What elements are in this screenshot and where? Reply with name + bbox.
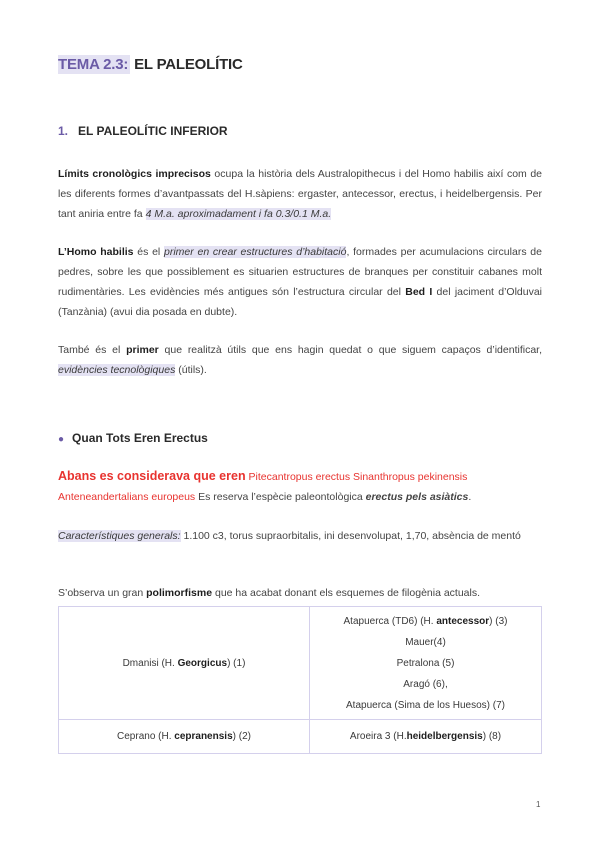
- paragraph-tools: [58, 340, 542, 380]
- table-cell: Aroeira 3 (H.heidelbergensis) (8): [310, 720, 542, 754]
- bold-italic-term: erectus pels asiàtics: [365, 491, 469, 503]
- paragraph-erectus: [58, 466, 542, 507]
- highlighted-text: 4 M.a. aproximadament i fa 0.3/0.1 M.a.: [145, 208, 332, 220]
- bold-term: Bed I: [405, 286, 433, 298]
- paragraph-text: ocupa la història dels Australopithecus i del Homo habilis així com de les diferents formes d’avantpassats del H.sàpiens: ergaster, antecessor, erectus, i heidelbergensis. Per tant aniria entre fa: [58, 168, 542, 220]
- red-species-text: Pitecantropus erectus Sinanthropus pekinensis Anteneandertalians europeus: [58, 471, 468, 503]
- title-highlight: [58, 55, 130, 74]
- paragraph-text: .: [468, 491, 472, 503]
- highlighted-text: evidències tecnològiques: [58, 364, 176, 376]
- bold-term: primer: [126, 344, 159, 356]
- bullet-heading-text: Quan Tots Eren Erectus: [72, 431, 208, 445]
- table-cell: [310, 607, 542, 720]
- paragraph-text: del jaciment d’Olduvai (Tanzània) (avui dia posada en dubte).: [58, 286, 542, 318]
- highlighted-text: Característiques generals:: [58, 530, 181, 542]
- paragraph-polymorphism: [58, 583, 542, 603]
- table-cell-line: Aragó (6),: [403, 678, 448, 690]
- bold-term: L’Homo habilis: [58, 246, 134, 258]
- red-heading-text: Abans es considerava que eren: [58, 469, 246, 483]
- table-row: [59, 607, 542, 720]
- paragraph-text: 1.100 c3, torus supraorbitalis, ini desenvolupat, 1,70, absència de mentó: [180, 530, 521, 542]
- paragraph-text: S’observa un gran: [58, 587, 147, 599]
- fossil-sites-table: [58, 606, 542, 754]
- paragraph-features: [58, 526, 542, 546]
- bullet-dot-icon: ●: [58, 434, 65, 445]
- table-cell-line: Atapuerca (TD6) (H. antecessor) (3): [343, 615, 508, 627]
- bullet-heading: [58, 431, 208, 445]
- title-text: EL PALEOLÍTIC: [134, 56, 243, 73]
- paragraph-text: que realitzà útils que ens hagin quedat o que siguem capaços d’identificar,: [158, 344, 542, 356]
- highlighted-text: primer en crear estructures d’habitació: [163, 246, 347, 258]
- paragraph-text: que ha acabat donant els esquemes de filogènia actuals.: [212, 587, 481, 599]
- table-cell: Dmanisi (H. Georgicus) (1): [59, 607, 310, 720]
- title-label: TEMA 2.3:: [58, 56, 129, 73]
- table-cell: Ceprano (H. cepranensis) (2): [59, 720, 310, 754]
- bold-term: Límits cronològics imprecisos: [58, 168, 211, 180]
- table-cell-line: Mauer(4): [405, 636, 446, 648]
- table-cell-line: Atapuerca (Sima de los Huesos) (7): [346, 699, 505, 711]
- page-title: [58, 56, 243, 73]
- paragraph-text: és el: [133, 246, 164, 258]
- paragraph-text: Es reserva l’espècie paleontològica: [195, 491, 366, 503]
- table-row: [59, 720, 542, 754]
- page-number: 1: [536, 800, 541, 809]
- paragraph-text: , formades per acumulacions circulars de pedres, sobre les que possiblement es situarien estructures de branques per constituir cabanes molt rudimentàries. Les evidències més antigues són l’estructura circular del: [58, 246, 542, 298]
- section-heading-text: EL PALEOLÍTIC INFERIOR: [78, 124, 228, 138]
- section-heading: [58, 124, 228, 138]
- paragraph-text: També és el: [58, 344, 127, 356]
- paragraph-text: (útils).: [175, 364, 207, 376]
- paragraph-homo-habilis: [58, 242, 542, 322]
- section-number: 1.: [58, 124, 69, 138]
- table-cell-line: Petralona (5): [396, 657, 455, 669]
- bold-term: polimorfisme: [146, 587, 213, 599]
- paragraph-chronology: [58, 164, 542, 224]
